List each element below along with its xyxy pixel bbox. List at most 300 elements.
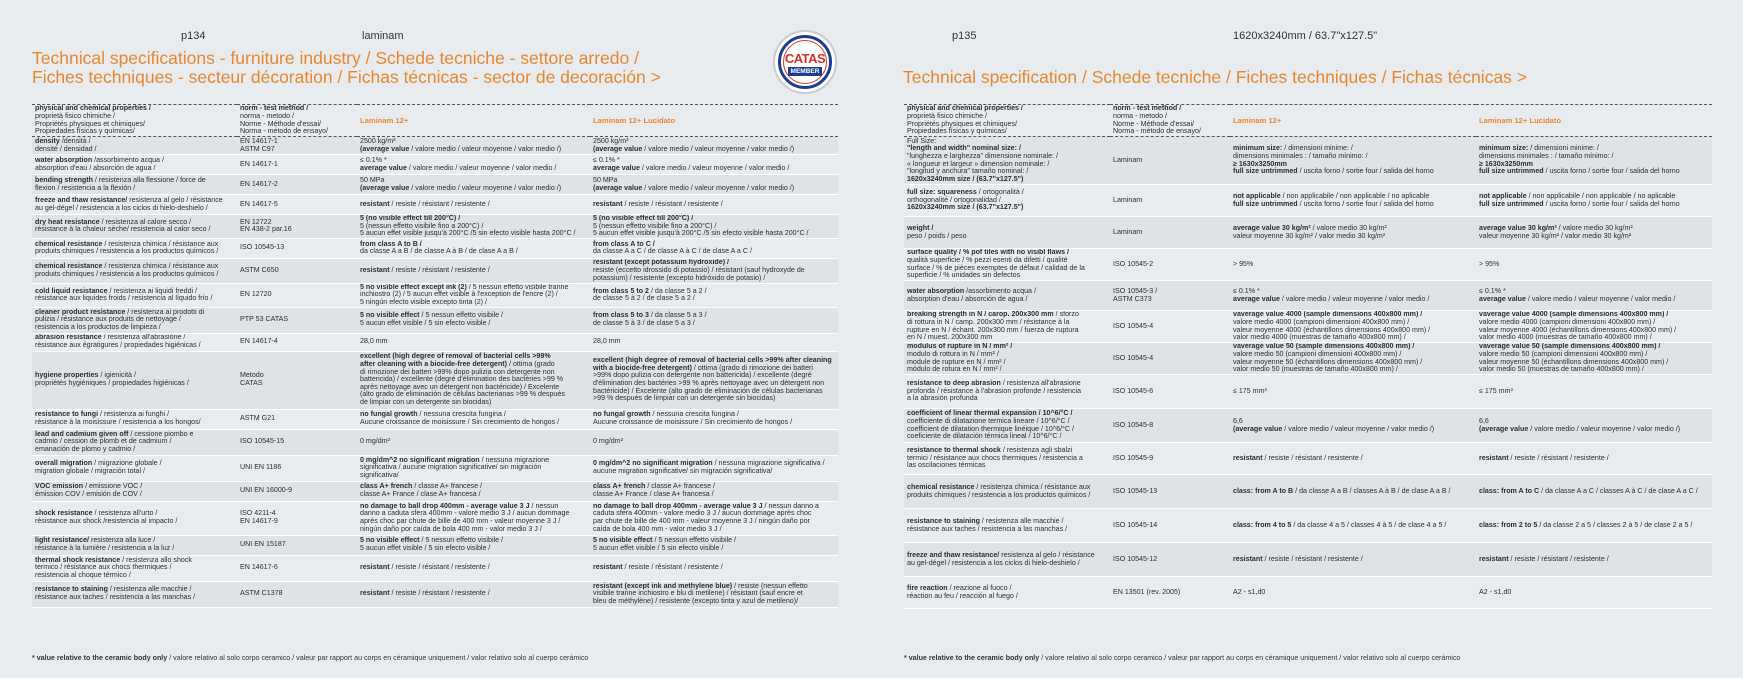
bold-text: overall migration — [35, 459, 95, 468]
text: 5 aucun effet visible jusqu'à 200°C /5 sin efecto visible hasta 200°C / — [360, 229, 576, 238]
norm-cell — [237, 155, 357, 175]
value-laminam-12-lucidato — [1476, 543, 1712, 577]
table-row — [904, 409, 1712, 443]
bold-text: class: from A to C — [1479, 486, 1542, 495]
value-laminam-12 — [357, 409, 590, 429]
table-row — [904, 509, 1712, 543]
slab-size: 1620x3240mm / 63.7"x127.5" — [1233, 30, 1378, 42]
text: / resiste / résistant / resistente / — [1264, 453, 1363, 462]
bold-text: chemical resistance — [35, 262, 105, 271]
norm-cell — [1110, 137, 1230, 185]
text: / uscita forno / sortie four / salida del horno — [1545, 167, 1680, 176]
value-laminam-12-lucidato — [1476, 249, 1712, 281]
norm-cell — [1110, 577, 1230, 609]
property-cell — [32, 137, 237, 155]
value-laminam-12 — [1230, 543, 1476, 577]
value-laminam-12 — [357, 351, 590, 409]
text: résistance aux shock /resistencia al impacto / — [35, 517, 178, 526]
property-cell — [32, 481, 237, 501]
header-laminam-12-lucidato: Laminam 12+ Lucidato — [590, 105, 838, 137]
bold-text: minimum size: — [1479, 144, 1531, 153]
catas-member-logo — [773, 30, 837, 94]
property-cell — [904, 137, 1110, 185]
bold-text: excellent (high degree of removal of bacterial cells >99% — [360, 352, 551, 361]
bold-text: resistant (except potassium hydroxide) / — [593, 258, 730, 267]
text: superficie / % unidades sin defectos — [907, 271, 1021, 280]
text: valor medio 50 (muestras de tamaño 400x800 mm) / — [1479, 365, 1644, 374]
property-cell — [904, 343, 1110, 375]
value-laminam-12 — [1230, 217, 1476, 249]
property-cell — [904, 509, 1110, 543]
norm-text: ISO 10545-15 — [240, 437, 285, 446]
norm-text: EN 14617-1 — [240, 159, 278, 168]
text: / valore medio / valeur moyenne / valor medio /) — [1530, 424, 1681, 433]
text: potassium) / resistente (excepto hidróxido de potasio) / — [593, 273, 766, 282]
text: >99 % después de limpiar con un detergente sin biocidas) — [593, 394, 776, 403]
text: « longueur et largeur » dimension nominale: / — [907, 159, 1050, 168]
text: Aucune croissance de moisissure / Sin crecimiento de hongos / — [593, 418, 793, 427]
bold-text: no damage to ball drop 400mm - average value 3 J — [360, 501, 532, 510]
norm-text: ISO 10545-3 / — [1113, 286, 1158, 295]
bold-text: full size: squareness — [907, 188, 979, 197]
bold-text: (average value — [593, 144, 645, 153]
text: / dimensioni minime: / — [1530, 144, 1599, 153]
text: significativa/ — [360, 470, 399, 479]
bold-text: not applicable — [1479, 191, 1529, 200]
bold-text: average value 30 kg/m² — [1233, 223, 1313, 232]
norm-cell — [237, 215, 357, 239]
text: módulo de rotura en N / mm² / — [907, 365, 1002, 374]
norm-text: Metodo — [240, 371, 264, 380]
bold-text: resistance to staining — [907, 516, 982, 525]
text: / resistenza all'abrasione — [1002, 379, 1081, 388]
text: / resiste / résistant / resistente / — [624, 199, 723, 208]
norm-text: ASTM G21 — [240, 414, 276, 423]
table-row — [32, 175, 838, 195]
text: flexion / resistencia a la flexión / — [35, 183, 136, 192]
footnote — [904, 654, 1460, 662]
bold-text: light resistance/ — [35, 536, 91, 545]
bold-text: average value — [1479, 294, 1528, 303]
norm-text: EN 12722 — [240, 217, 272, 226]
text: produits chimiques / resistencia a los productos químicos / — [35, 247, 219, 256]
text: / da classe 4 a 5 / classes 4 à 5 / de clase 4 a 5 / — [1293, 520, 1447, 529]
value-laminam-12 — [357, 333, 590, 351]
text: / nessuna crescita fungina / — [419, 410, 506, 419]
text: / migrazione globale / — [94, 459, 162, 468]
text: emanación de plomo y cadmio / — [35, 444, 136, 453]
norm-cell — [1110, 475, 1230, 509]
page-number: p134 — [181, 30, 206, 42]
value-laminam-12-lucidato — [590, 501, 838, 535]
text: de limpiar con un detergente sin biocidas) — [360, 398, 492, 407]
bold-text: 5 no visible effect — [593, 536, 655, 545]
text: bleu de méthylène) / resistente (excepto tinta y azul de metileno)/ — [593, 596, 799, 605]
norm-cell — [237, 429, 357, 455]
text: orthogonalité / ortogonalidad / — [907, 195, 1001, 204]
bold-text: resistant — [1479, 453, 1511, 462]
value-laminam-12-lucidato — [590, 455, 838, 481]
header-norm — [237, 105, 357, 137]
bold-text: not applicable — [1233, 191, 1283, 200]
norm-cell — [237, 409, 357, 429]
bold-text: vaverage value 50 (sample dimensions 400x800 mm) / — [1479, 342, 1661, 351]
text: di rimozione dei batteri >99% dopo pulizia con detergente non — [360, 367, 555, 376]
text: valore medio 4000 (campioni dimensioni 400x800 mm) / — [1479, 317, 1656, 326]
header-text: proprietà fisico chimiche / — [907, 111, 988, 120]
norm-cell — [237, 238, 357, 258]
bold-text: class: from 2 to 5 — [1479, 520, 1540, 529]
text: resiste (eccetto idrossido di potassio) / résistant (sauf hydroxyde de — [593, 265, 805, 274]
table-row — [32, 215, 838, 239]
norm-text: ASTM C1378 — [240, 589, 283, 598]
bold-text: resistant — [593, 199, 625, 208]
text: A2 - s1,d0 — [1479, 587, 1512, 596]
bold-text: after cleaning with a biocide-free detergent) — [360, 360, 509, 369]
text: / resistenza chimica / résistance aux — [976, 482, 1091, 491]
text: propriétés hygiéniques / propiedades higiénicas / — [35, 379, 189, 388]
norm-text: CATAS — [240, 379, 263, 388]
bold-text: 1620x3240mm size / (63.7"x127.5") — [907, 174, 1024, 183]
footnote-bold: * value relative to the ceramic body only — [32, 654, 168, 662]
property-cell — [32, 501, 237, 535]
value-laminam-12-lucidato — [590, 195, 838, 215]
text: ≤ 175 mm³ — [1233, 386, 1267, 395]
text: / valore medio / valeur moyenne / valor medio / — [1281, 294, 1430, 303]
property-cell — [32, 258, 237, 283]
text: peso / poids / peso — [907, 231, 967, 240]
property-cell — [32, 155, 237, 175]
value-laminam-12-lucidato — [590, 215, 838, 239]
value-laminam-12-lucidato — [590, 175, 838, 195]
value-laminam-12 — [357, 238, 590, 258]
bold-text: VOC emission — [35, 482, 86, 491]
text: / 5 nessun effetto visibile / — [654, 536, 736, 545]
text: 28,0 mm — [360, 337, 388, 346]
norm-cell — [1110, 509, 1230, 543]
value-laminam-12 — [1230, 509, 1476, 543]
bold-text: class: from A to B — [1233, 486, 1296, 495]
bold-text: 0 mg/dm^2 no significant migration — [360, 455, 482, 464]
bold-text: 1620x3240mm size / (63.7"x127.5") — [907, 203, 1024, 212]
bold-text: full size untrimmed — [1233, 199, 1300, 208]
property-cell — [904, 281, 1110, 311]
value-laminam-12-lucidato — [590, 481, 838, 501]
value-laminam-12 — [1230, 409, 1476, 443]
property-cell — [32, 535, 237, 555]
bold-text: resistance to fungi — [35, 410, 101, 419]
table-row — [32, 581, 838, 607]
value-laminam-12 — [1230, 137, 1476, 185]
text: / da classe A a B / classes A à B / de clase A a B / — [1295, 486, 1451, 495]
table-row — [904, 311, 1712, 343]
property-cell — [32, 333, 237, 351]
norm-text: EN 13501 (rev. 2005) — [1113, 587, 1181, 596]
norm-cell — [1110, 249, 1230, 281]
value-laminam-12 — [357, 501, 590, 535]
text: / resiste / résistant / resistente / — [624, 563, 723, 572]
text: 0 mg/dm² — [593, 437, 623, 446]
text: modulo di rottura in N / mm² / — [907, 349, 999, 358]
text: / resistenza all'urto / — [94, 509, 158, 518]
text: / da classe 5 a 3 / — [650, 311, 707, 320]
text: visibile tranne inchiostro e blu di metilene) / résistant (sauf encre et — [593, 589, 803, 598]
norm-text: UNI EN 1186 — [240, 463, 282, 472]
text: de classe 5 à 3 / de clase 5 a 3 / — [593, 319, 695, 328]
text: / valore medio 30 kg/m² — [1312, 223, 1387, 232]
text: / resiste (nessun effetto — [734, 581, 808, 590]
table-row — [32, 195, 838, 215]
text: las oscilaciones térmicas — [907, 461, 986, 470]
text: au gel-dégel / resistencia a los ciclos di hielo-deshielo / — [35, 203, 208, 212]
property-cell — [32, 195, 237, 215]
text: rupture en N / échant. 200x300 mm / fuerza de ruptura — [907, 325, 1079, 334]
text: / nessuna migrazione significativa / — [714, 459, 825, 468]
bold-text: 5 (no visible effect till 200°C) / — [360, 214, 461, 222]
table-row — [32, 307, 838, 333]
norm-cell — [1110, 543, 1230, 577]
text: / valore medio 30 kg/m² — [1558, 223, 1633, 232]
text: resistencia a los productos de limpieza / — [35, 322, 161, 331]
header-text: Norma - método de ensayo/ — [240, 127, 328, 136]
table-row — [904, 185, 1712, 217]
text: da classe A a B / de classe A à B / de clase A a B / — [360, 247, 518, 256]
text: 6,6 — [1233, 416, 1243, 425]
bold-text: cold liquid resistance — [35, 286, 110, 295]
text: 50 MPa — [360, 175, 385, 184]
value-laminam-12-lucidato — [1476, 311, 1712, 343]
property-cell — [904, 577, 1110, 609]
value-laminam-12-lucidato — [590, 351, 838, 409]
spec-table-furniture — [32, 104, 838, 608]
table-row — [32, 351, 838, 409]
text: a la abrasión profunda — [907, 394, 978, 403]
bold-text: resistant — [593, 563, 625, 572]
bold-text: average value — [360, 163, 409, 172]
norm-cell — [237, 195, 357, 215]
table-row — [904, 217, 1712, 249]
bold-text: vaverage value 4000 (sample dimensions 400x800 mm) / — [1479, 310, 1669, 319]
header-text: proprietà fisico chimiche / — [35, 111, 116, 120]
text: / nessuna crescita fungina / — [652, 410, 739, 419]
text: au gel-dégel / resistencia a los ciclos di hielo-deshielo / — [907, 558, 1080, 567]
norm-text: Laminam — [1113, 155, 1143, 164]
bold-text: resistance to staining — [35, 585, 110, 594]
text: / uscita forno / sortie four / salida del horno — [1545, 199, 1680, 208]
text: ≤ 0.1% * — [1233, 286, 1260, 295]
bold-text: class: from 4 to 5 — [1233, 520, 1294, 529]
text: 28,0 mm — [593, 337, 621, 346]
text: / da classe 2 a 5 / classes 2 à 5 / de clase 2 a 5 / — [1539, 520, 1693, 529]
value-laminam-12-lucidato — [1476, 281, 1712, 311]
value-laminam-12-lucidato — [1476, 217, 1712, 249]
text: / valore medio / valeur moyenne / valor medio /) — [411, 144, 562, 153]
value-laminam-12 — [357, 429, 590, 455]
bold-text: resistant (except ink and methylene blue) — [593, 581, 735, 590]
text: résistance aux égratigures / propiedades higiénicas / — [35, 341, 201, 350]
text: / emissione VOC / — [85, 482, 143, 491]
bold-text: resistant — [1233, 453, 1265, 462]
text: ≤ 175 mm³ — [1479, 386, 1513, 395]
text: / resistenza ai funghi / — [100, 410, 170, 419]
value-laminam-12 — [357, 283, 590, 307]
header-text: Propiedades físicas y químicas/ — [907, 127, 1007, 136]
text: profonda / résistance à l'abrasion profonde / resistencia — [907, 386, 1082, 395]
norm-text: UNI EN 16000-9 — [240, 486, 293, 495]
text: résistance à la moisissure / resistencia a los hongos/ — [35, 418, 201, 427]
bold-text: abrasion resistance — [35, 333, 104, 342]
text: ≤ 0.1% * — [1479, 286, 1506, 295]
text: valore medio 50 (campioni dimensioni 400x800 mm) / — [1479, 349, 1648, 358]
text: / resistenza chimica / résistance aux — [104, 239, 219, 248]
left-page — [0, 0, 860, 678]
bold-text: vaverage value 4000 (sample dimensions 400x800 mm) / — [1233, 310, 1423, 319]
text: A2 - s1,d0 — [1233, 587, 1266, 596]
bold-text: density — [35, 136, 62, 145]
bold-text: resistant — [360, 265, 392, 274]
header-norm — [1110, 105, 1230, 137]
norm-cell — [1110, 311, 1230, 343]
bold-text: 5 no visible effect — [360, 311, 422, 320]
text: caduta sfera 400mm - valore medio 3 J / aucun dommage après choc — [593, 509, 812, 518]
text: 5 (nessun effetto visibile fino a 200°C) / — [360, 221, 484, 230]
text: bactéricide) / Excelente (alto grado de eliminación de células bacterianas — [593, 386, 823, 395]
text: valeur moyenne 30 kg/m² / valor medio 30 kg/m² — [1479, 231, 1632, 240]
text: produits chimiques / resistencia a los productos químicos / — [35, 269, 219, 278]
bold-text: cleaner product resistance — [35, 307, 128, 316]
norm-cell — [237, 333, 357, 351]
text: / classe A+ francese / — [414, 482, 482, 491]
norm-cell — [1110, 409, 1230, 443]
property-cell — [32, 175, 237, 195]
text: densité / densidad / — [35, 144, 97, 153]
header-text: Propriétés physiques et chimiques/ — [35, 119, 146, 128]
property-cell — [32, 283, 237, 307]
text: / non applicabile / non applicable / no aplicable — [1528, 191, 1676, 200]
value-laminam-12-lucidato — [1476, 509, 1712, 543]
bold-text: 5 no visible effect — [360, 536, 422, 545]
bold-text: "length and width" nominal size: / — [907, 144, 1021, 153]
header-row — [32, 105, 838, 137]
table-row — [904, 249, 1712, 281]
norm-text: EN 12720 — [240, 290, 272, 299]
value-laminam-12-lucidato — [1476, 443, 1712, 475]
bold-text: water absorption — [907, 286, 967, 295]
table-row — [904, 543, 1712, 577]
text: / 5 nessun effetto visibile / — [421, 311, 503, 320]
norm-cell — [237, 175, 357, 195]
bold-text: full size untrimmed — [1479, 199, 1546, 208]
norm-cell — [237, 455, 357, 481]
bold-text: class A+ french — [593, 482, 648, 491]
norm-text: EN 14617-9 — [240, 517, 278, 526]
text: / resiste / résistant / resistente / — [1510, 453, 1609, 462]
norm-cell — [1110, 217, 1230, 249]
text: coefficiente di dilatazione termica lineare / 10^6/°C / — [907, 416, 1070, 425]
header-laminam-12: Laminam 12+ — [1230, 105, 1476, 137]
bold-text: with a biocide-free detergent) — [593, 363, 694, 372]
table-row — [904, 577, 1712, 609]
bold-text: (average value — [1233, 424, 1285, 433]
norm-text: ASTM C97 — [240, 144, 275, 153]
text: / 5 nessun effetto visibile / — [421, 536, 503, 545]
header-property — [904, 105, 1110, 137]
text: / non applicabile / non applicable / no aplicable — [1282, 191, 1430, 200]
value-laminam-12-lucidato — [590, 307, 838, 333]
norm-text: EN 438-2 par.16 — [240, 225, 292, 234]
text: / ottima (grado di rimozione dei batteri — [693, 363, 813, 372]
text: ≤ 0.1% * — [593, 155, 620, 164]
text: / resistenza agli sbalzi — [1002, 446, 1073, 455]
text: 2500 kg/m³ — [593, 136, 629, 145]
bold-text: no fungal growth — [593, 410, 653, 419]
value-laminam-12 — [357, 215, 590, 239]
property-cell — [904, 443, 1110, 475]
text: "longitud y anchura" tamaño nominal: / — [907, 167, 1029, 176]
header-text: norm - test method / — [240, 104, 309, 113]
right-page — [872, 0, 1743, 678]
norm-text: Laminam — [1113, 227, 1143, 236]
text: / sforzo — [1055, 310, 1079, 319]
bold-text: resistant — [360, 563, 392, 572]
text: / resistenza alla flessione / force de — [94, 175, 206, 184]
table-row — [32, 535, 838, 555]
text: / valore medio / valeur moyenne / valor medio / — [408, 163, 557, 172]
bold-text: full size untrimmed — [1479, 167, 1546, 176]
table-row — [904, 475, 1712, 509]
text: résistance aux liquides froids / resistencia al líquido frío / — [35, 294, 213, 303]
property-cell — [32, 215, 237, 239]
text: / classe A+ francese / — [647, 482, 715, 491]
text: émission COV / emisión de COV / — [35, 490, 142, 499]
value-laminam-12 — [1230, 577, 1476, 609]
text: / igienicità / — [100, 371, 136, 380]
table-row — [32, 283, 838, 307]
table-row — [904, 281, 1712, 311]
text: en N / muest. 200x300 mm — [907, 333, 993, 342]
norm-text: ISO 10545-9 — [1113, 453, 1154, 462]
text: / resiste / résistant / resistente / — [391, 199, 490, 208]
member-logo-text: MEMBER — [788, 67, 822, 76]
text: module de rupture en N / mm² / — [907, 357, 1006, 366]
bold-text: full size untrimmed — [1233, 167, 1300, 176]
value-laminam-12-lucidato — [590, 555, 838, 581]
header-text: Norme - Méthode d'essai/ — [1113, 119, 1194, 128]
value-laminam-12 — [1230, 443, 1476, 475]
norm-cell — [237, 481, 357, 501]
text: valeur moyenne 4000 (échantillons dimensions 400x800 mm) / — [1233, 325, 1431, 334]
property-cell — [904, 217, 1110, 249]
norm-text: ISO 10545-8 — [1113, 420, 1154, 429]
text: / reazione al fuoco / — [949, 583, 1012, 592]
text: classe A+ France / clase A+ francesa / — [360, 490, 481, 499]
text: Aucune croissance de moisissure / Sin crecimiento de hongos / — [360, 418, 560, 427]
text: / resistenza ai prodotti di — [127, 307, 205, 316]
bold-text: resistant — [1479, 554, 1511, 563]
table-row — [32, 409, 838, 429]
property-cell — [904, 185, 1110, 217]
text: resistenza al gelo / résistance — [129, 195, 223, 204]
bold-text: no fungal growth — [360, 410, 420, 419]
text: inchiostro (2) / 5 aucun effet visible à l'exception de l'encre (2) / — [360, 290, 558, 299]
value-laminam-12-lucidato — [590, 283, 838, 307]
norm-cell — [237, 283, 357, 307]
text: produits chimiques / resistencia a los productos químicos / — [907, 490, 1091, 499]
bold-text: ≥ 1630x3250mm — [1479, 159, 1533, 168]
text: d'élimination des bactéries >99 % après nettoyage avec un détergent non — [593, 379, 825, 388]
text: résistance à la chaleur sèche/ resistencia al calor seco / — [35, 225, 211, 234]
value-laminam-12-lucidato — [590, 409, 838, 429]
